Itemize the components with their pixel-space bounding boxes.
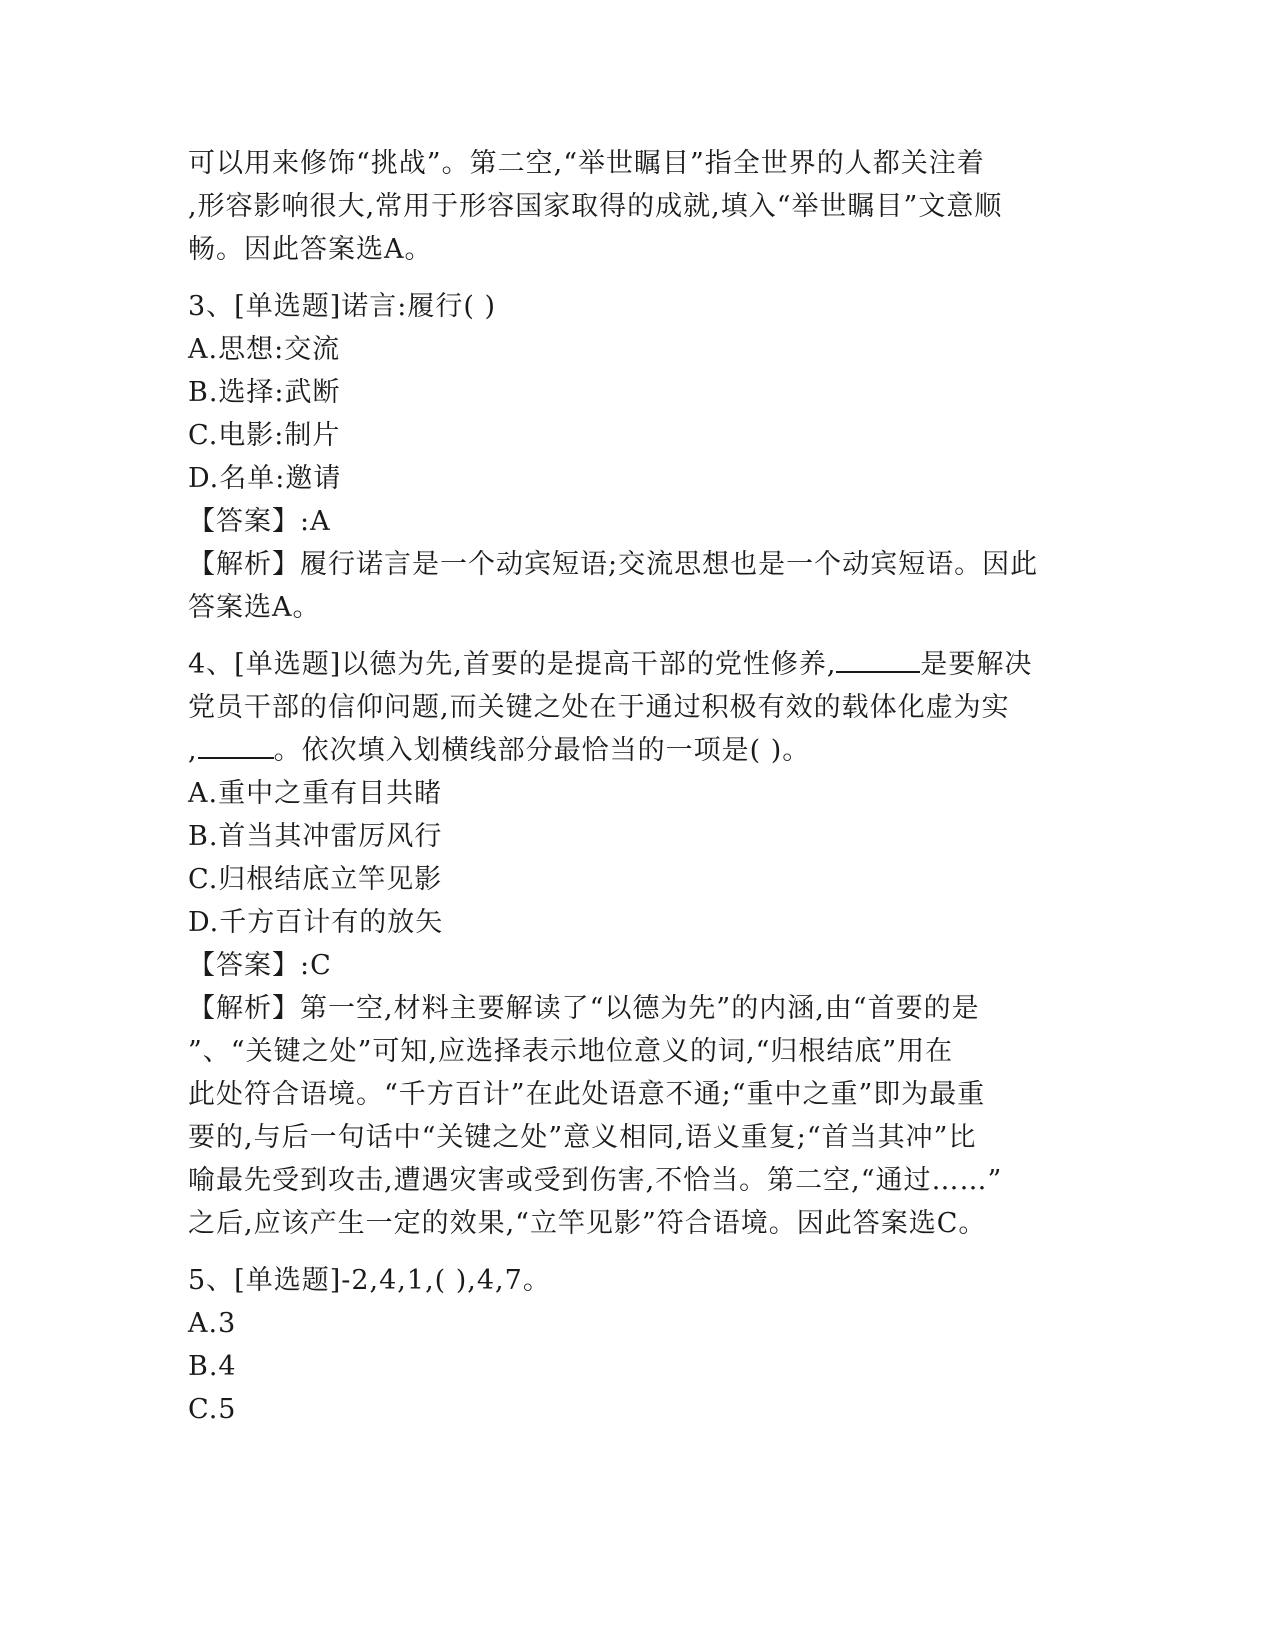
analysis-line: 【解析】履行诺言是一个动宾短语;交流思想也是一个动宾短语。因此	[188, 549, 1039, 580]
option-a: A.重中之重有目共睹	[188, 778, 443, 809]
option-d: D.名单:邀请	[188, 463, 342, 494]
analysis-line: 【解析】第一空,材料主要解读了“以德为先”的内涵,由“首要的是	[188, 993, 980, 1024]
fill-blank	[836, 643, 920, 673]
option-c: C.电影:制片	[188, 420, 341, 451]
option-b: B.首当其冲雷厉风行	[188, 821, 443, 852]
analysis-line: 答案选A。	[188, 592, 321, 623]
analysis-line: 之后,应该产生一定的效果,“立竿见影”符合语境。因此答案选C。	[188, 1208, 987, 1239]
text-line: 可以用来修饰“挑战”。第二空,“举世瞩目”指全世界的人都关注着	[188, 148, 985, 179]
question-stem: 3、[单选题]诺言:履行( )	[188, 291, 496, 322]
option-c: C.归根结底立竿见影	[188, 864, 443, 895]
intro-analysis-continuation	[188, 142, 1088, 271]
analysis-line: ”、“关键之处”可知,应选择表示地位意义的词,“归根结底”用在	[188, 1036, 954, 1067]
fill-blank	[198, 729, 274, 759]
option-a: A.3	[188, 1308, 237, 1339]
stem-text: 4、[单选题]以德为先,首要的是提高干部的党性修养,	[188, 649, 837, 680]
analysis-line: 此处符合语境。“千方百计”在此处语意不通;“重中之重”即为最重	[188, 1079, 986, 1110]
option-b: B.4	[188, 1351, 237, 1382]
question-3	[188, 285, 1088, 629]
text-line: 畅。因此答案选A。	[188, 234, 433, 265]
stem-text: 。依次填入划横线部分最恰当的一项是( )。	[273, 735, 811, 766]
stem-text: ,	[188, 735, 198, 766]
document-page	[188, 142, 1088, 1431]
analysis-line: 要的,与后一句话中“关键之处”意义相同,语义重复;“首当其冲”比	[188, 1122, 977, 1153]
option-c: C.5	[188, 1394, 237, 1425]
analysis-line: 喻最先受到攻击,遭遇灾害或受到伤害,不恰当。第二空,“通过……”	[188, 1165, 1003, 1196]
answer-line: 【答案】:A	[188, 506, 331, 537]
option-d: D.千方百计有的放矢	[188, 907, 444, 938]
answer-line: 【答案】:C	[188, 950, 332, 981]
option-a: A.思想:交流	[188, 334, 341, 365]
question-stem	[188, 729, 1088, 772]
question-stem	[188, 643, 1088, 686]
text-line: ,形容影响很大,常用于形容国家取得的成就,填入“举世瞩目”文意顺	[188, 191, 1003, 222]
question-stem: 5、[单选题]-2,4,1,( ),4,7。	[188, 1265, 551, 1296]
stem-text: 是要解决	[920, 649, 1033, 680]
question-stem: 党员干部的信仰问题,而关键之处在于通过积极有效的载体化虚为实	[188, 692, 1010, 723]
question-4	[188, 643, 1088, 1245]
question-5	[188, 1259, 1088, 1431]
option-b: B.选择:武断	[188, 377, 341, 408]
